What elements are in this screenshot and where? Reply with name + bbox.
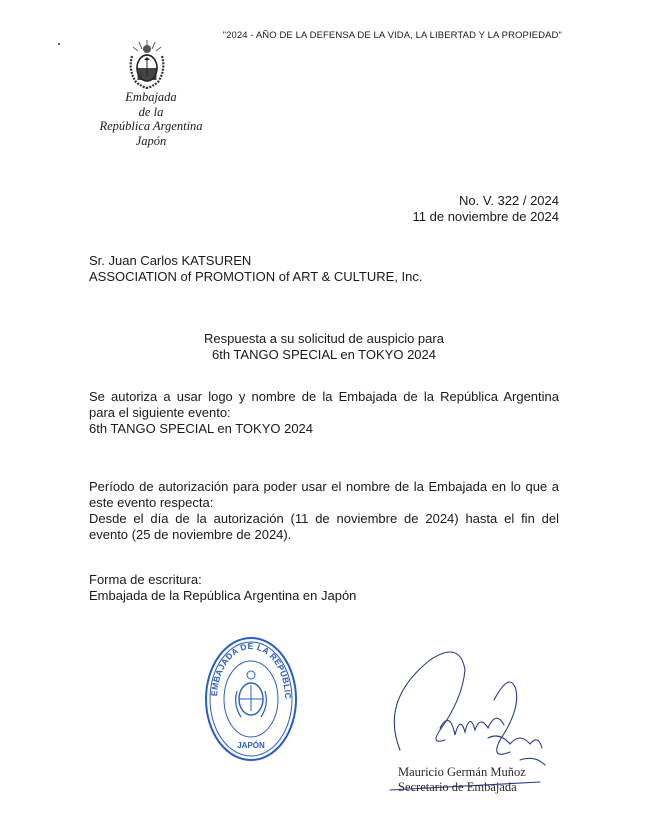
embassy-line: Japón bbox=[135, 133, 167, 148]
paragraph-line: este evento respecta: bbox=[89, 495, 214, 510]
paragraph-line: Forma de escritura: bbox=[89, 572, 202, 587]
authorization-paragraph bbox=[89, 389, 559, 437]
reference-block bbox=[413, 193, 559, 225]
signer-name: Mauricio Germán Muñoz bbox=[398, 765, 526, 779]
argentina-coat-of-arms-icon bbox=[126, 38, 168, 90]
recipient-block bbox=[89, 253, 423, 285]
paragraph-line: Se autoriza a usar logo y nombre de la Embajada de la República Argentina bbox=[89, 389, 559, 404]
embassy-line: República Argentina bbox=[99, 119, 203, 133]
svg-text:JAPÓN: JAPÓN bbox=[237, 741, 265, 750]
signer-block bbox=[398, 765, 526, 795]
paragraph-line: Desde el día de la autorización (11 de noviembre de 2024) hasta el fin del bbox=[89, 511, 559, 526]
signer-title: Secretario de Embajada bbox=[398, 780, 517, 794]
reference-number: No. V. 322 / 2024 bbox=[459, 193, 559, 208]
embassy-name bbox=[92, 90, 210, 148]
paragraph-line: Embajada de la República Argentina en Japón bbox=[89, 588, 357, 603]
paragraph-line: para el siguiente evento: bbox=[89, 405, 231, 420]
recipient-organization: ASSOCIATION of PROMOTION of ART & CULTURE, Inc. bbox=[89, 269, 423, 284]
writing-form-paragraph bbox=[89, 572, 559, 604]
page-mark bbox=[58, 43, 60, 45]
paragraph-line: Período de autorización para poder usar el nombre de la Embajada en lo que a bbox=[89, 479, 559, 494]
embassy-line: de la bbox=[138, 104, 164, 119]
paragraph-line: evento (25 de noviembre de 2024). bbox=[89, 527, 292, 542]
svg-text:EMBAJADA DE LA REPÚBLICA ARGEN: EMBAJADA DE LA REPÚBLIC bbox=[209, 640, 294, 700]
subject-line: 6th TANGO SPECIAL en TOKYO 2024 bbox=[211, 347, 436, 362]
header-motto: "2024 - AÑO DE LA DEFENSA DE LA VIDA, LA LIBERTAD Y LA PROPIEDAD" bbox=[222, 30, 562, 41]
embassy-line: Embajada bbox=[125, 90, 177, 104]
subject-line: Respuesta a su solicitud de auspicio para bbox=[204, 331, 444, 346]
paragraph-line: 6th TANGO SPECIAL en TOKYO 2024 bbox=[89, 421, 314, 436]
embassy-seal-stamp bbox=[203, 635, 299, 763]
recipient-name: Sr. Juan Carlos KATSUREN bbox=[89, 253, 252, 268]
subject-block bbox=[0, 331, 648, 363]
period-paragraph bbox=[89, 479, 559, 543]
reference-date: 11 de noviembre de 2024 bbox=[412, 209, 559, 224]
